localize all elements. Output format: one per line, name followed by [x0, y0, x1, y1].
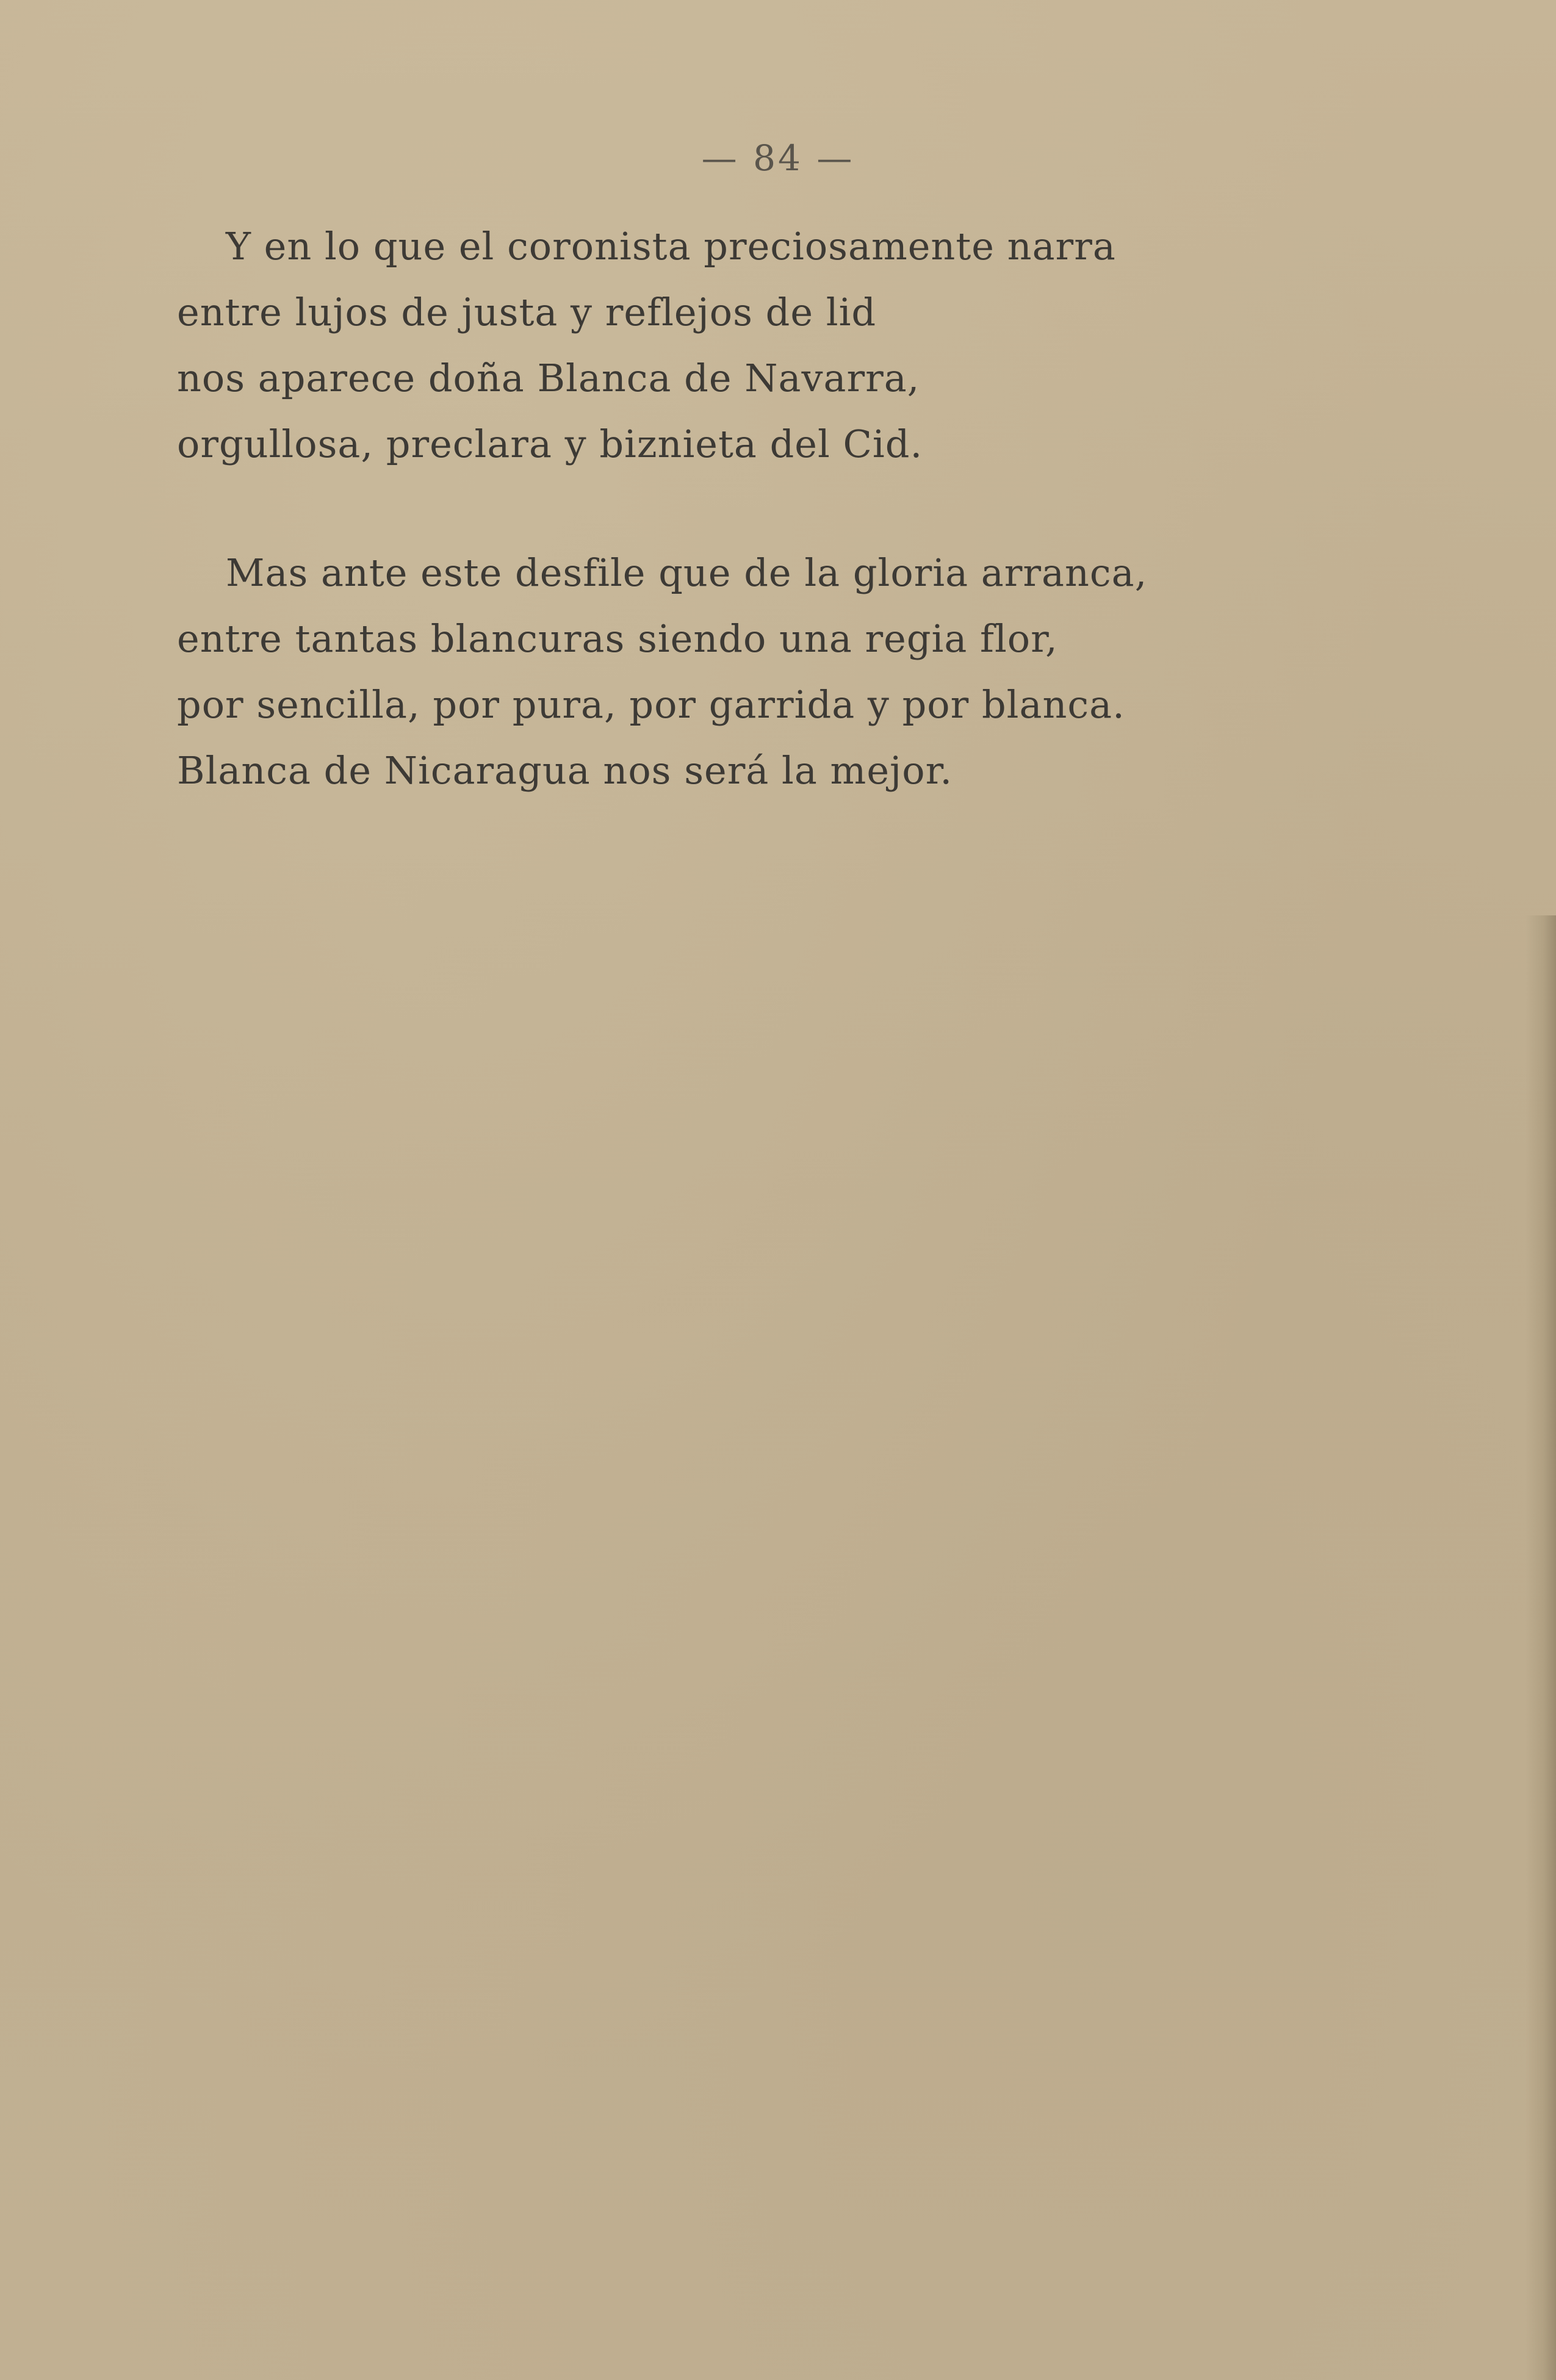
verse-line: Y en lo que el coronista preciosamente narra — [226, 224, 1116, 269]
verse-line: entre lujos de justa y reflejos de lid — [177, 290, 877, 334]
verse-line: por sencilla, por pura, por garrida y por blanca. — [177, 682, 1125, 727]
verse-line: entre tantas blancuras siendo una regia flor, — [177, 616, 1058, 661]
verse-line: Mas ante este desfile que de la gloria arranca, — [226, 550, 1148, 595]
verse-line: Blanca de Nicaragua nos será la mejor. — [177, 748, 953, 793]
stanza-1 — [177, 214, 1245, 477]
stanza-2 — [177, 540, 1245, 804]
verse-line: orgullosa, preclara y biznieta del Cid. — [177, 422, 923, 466]
verse-line: nos aparece doña Blanca de Navarra, — [177, 356, 920, 400]
page-edge-shadow — [1525, 915, 1556, 2380]
page-number: — 84 — — [701, 137, 855, 179]
